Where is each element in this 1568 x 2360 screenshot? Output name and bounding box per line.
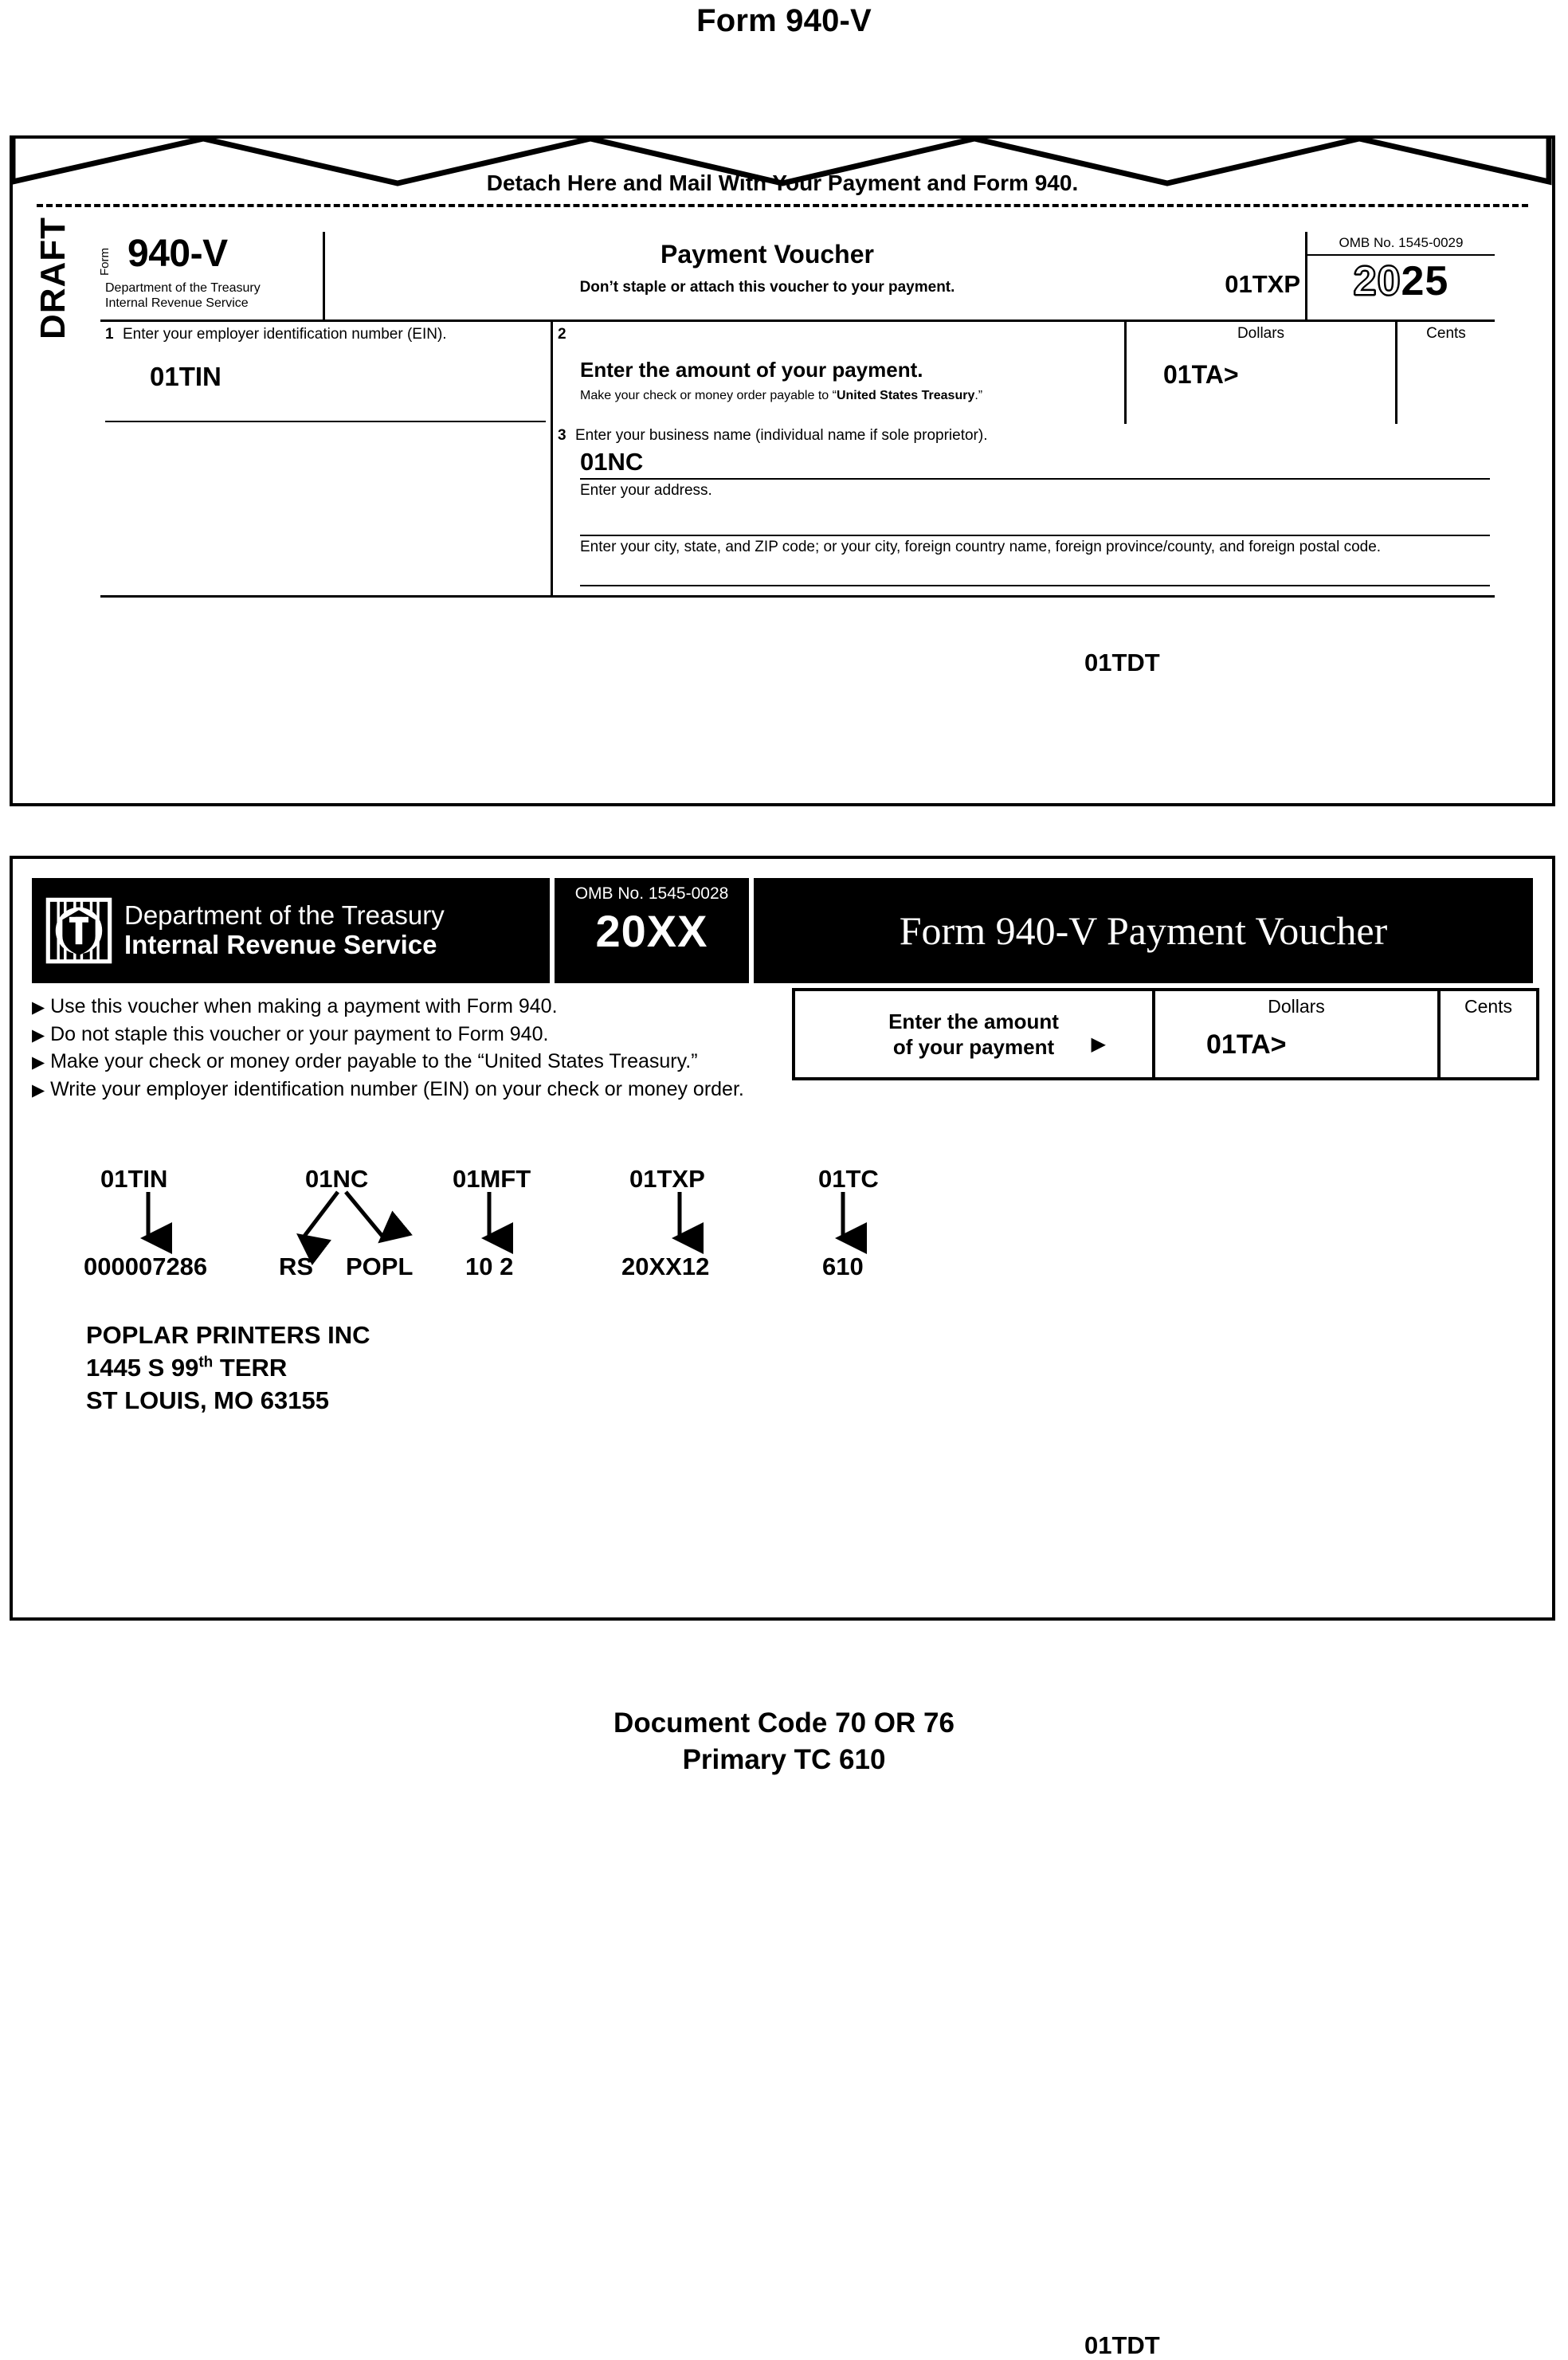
detach-instruction: Detach Here and Mail With Your Payment and Form 940. [486, 171, 1079, 195]
bottom-year: 20XX [595, 906, 708, 956]
code-arrows [0, 1187, 1568, 1267]
cents-column[interactable] [1397, 322, 1495, 424]
payer-street-suffix: TERR [213, 1354, 288, 1382]
tax-year-prefix: 20 [1353, 258, 1401, 304]
draft-watermark: DRAFT [33, 216, 73, 340]
voucher-header-row [100, 232, 1495, 320]
box-2-title: Enter the amount of your payment. [580, 358, 923, 382]
detach-dashed-line [37, 204, 1528, 207]
payer-business-name: POPLAR PRINTERS INC [86, 1321, 370, 1349]
voucher-title: Payment Voucher [661, 240, 874, 269]
code-value-mft: 10 2 [465, 1253, 514, 1280]
box-3-number: 3 [558, 427, 566, 444]
ein-underline [105, 421, 546, 422]
voucher-box [100, 232, 1495, 758]
dollars-header: Dollars [1237, 325, 1285, 342]
voucher-row-3 [100, 424, 1495, 598]
code-value-tin: 000007286 [84, 1253, 208, 1280]
form-number: 940-V [127, 233, 228, 275]
triangle-bullet-icon: ▶ [32, 1025, 45, 1045]
bullet-text: Use this voucher when making a payment with Form 940. [50, 995, 558, 1017]
business-name-value: 01NC [580, 448, 644, 476]
irs-line-2: Internal Revenue Service [124, 930, 437, 959]
bullet-text: Make your check or money order payable to the “United States Treasury.” [50, 1050, 698, 1072]
instruction-list [32, 993, 797, 1103]
bottom-dollars-column[interactable] [1155, 991, 1441, 1077]
department-line-1: Department of the Treasury [105, 281, 261, 295]
tax-year [1307, 256, 1495, 305]
address-label: Enter your address. [580, 482, 712, 499]
payer-street-ordinal: th [198, 1354, 214, 1371]
voucher-subtitle: Don’t staple or attach this voucher to your payment. [579, 279, 955, 296]
footer [0, 1705, 1568, 1778]
payer-city-state-zip: ST LOUIS, MO 63155 [86, 1386, 329, 1415]
bottom-omb-number: OMB No. 1545-0028 [574, 884, 729, 903]
dollars-column[interactable] [1127, 322, 1397, 424]
payable-suffix: .” [974, 389, 983, 402]
box-3-label: Enter your business name (individual name if sole proprietor). [575, 427, 988, 444]
payer-street [86, 1351, 370, 1384]
code-value-txp: 20XX12 [621, 1253, 710, 1280]
code-label-mft: 01MFT [453, 1165, 531, 1193]
list-item [32, 1076, 797, 1104]
bottom-header-bar [32, 878, 1533, 983]
box-2-number: 2 [558, 326, 566, 343]
code-label-nc: 01NC [305, 1165, 369, 1193]
footer-line-1: Document Code 70 OR 76 [613, 1707, 955, 1739]
irs-seal-icon [45, 896, 113, 965]
bottom-dollars-header: Dollars [1268, 996, 1325, 1017]
box-3-label-wrap [558, 427, 1490, 445]
bottom-amount-value: 01TA> [1206, 1029, 1287, 1060]
tdt-code-bottom: 01TDT [1084, 2331, 1160, 2359]
omb-year-cell [1305, 232, 1495, 320]
business-address-cell[interactable] [553, 424, 1495, 598]
bottom-amount-label [888, 1009, 1059, 1060]
business-name-rule [580, 478, 1490, 480]
left-blank-cell [100, 424, 553, 598]
tdt-code-top: 01TDT [1084, 649, 1160, 676]
triangle-bullet-icon: ▶ [32, 1080, 45, 1100]
top-voucher-panel [10, 135, 1555, 806]
voucher-row-2 [100, 320, 1495, 424]
bottom-amount-label-cell [795, 991, 1155, 1077]
bottom-year-block [555, 878, 749, 983]
txp-code: 01TXP [1225, 270, 1300, 298]
right-arrow-icon: ▶ [1091, 1033, 1106, 1055]
amount-value: 01TA> [1163, 360, 1239, 389]
page-title: Form 940-V [696, 3, 872, 38]
code-value-nc-left: RS [279, 1253, 314, 1280]
department-lines [105, 281, 261, 312]
irs-line-1: Department of the Treasury [124, 900, 445, 931]
code-value-tc: 610 [822, 1253, 864, 1280]
payment-amount-cell[interactable] [553, 322, 1127, 424]
omb-number: OMB No. 1545-0029 [1307, 232, 1495, 256]
box-1-label: Enter your employer identification number (EIN). [123, 326, 447, 343]
address-rule [580, 535, 1490, 536]
payer-address-block [86, 1319, 370, 1417]
city-state-zip-label: Enter your city, state, and ZIP code; or your city, foreign country name, foreign province/county, and foreign postal code. [580, 539, 1382, 555]
voucher-title-cell [325, 232, 1305, 320]
box-2-subtitle [580, 389, 1119, 403]
cents-header: Cents [1426, 325, 1466, 342]
form-word: Form [98, 248, 112, 276]
code-label-tc: 01TC [818, 1165, 879, 1193]
department-line-2: Internal Revenue Service [105, 296, 249, 310]
list-item [32, 993, 797, 1021]
payable-payee: United States Treasury [836, 389, 975, 402]
tax-year-suffix: 25 [1401, 258, 1449, 304]
ein-field-cell[interactable] [100, 322, 553, 424]
footer-line-2: Primary TC 610 [682, 1744, 886, 1776]
bottom-voucher-title: Form 940-V Payment Voucher [754, 878, 1533, 983]
box-1-number: 1 [105, 326, 114, 343]
bullet-text: Write your employer identification number (EIN) on your check or money order. [50, 1077, 744, 1100]
code-value-nc-right: POPL [346, 1253, 414, 1280]
bottom-amount-label-line-1: Enter the amount [888, 1009, 1059, 1033]
list-item [32, 1021, 797, 1049]
payable-prefix: Make your check or money order payable to “ [580, 389, 837, 402]
bottom-cents-column[interactable] [1441, 991, 1536, 1077]
triangle-bullet-icon: ▶ [32, 998, 45, 1017]
bottom-cents-header: Cents [1464, 996, 1513, 1017]
list-item [32, 1048, 797, 1076]
code-label-tin: 01TIN [100, 1165, 168, 1193]
ein-value: 01TIN [150, 362, 221, 391]
irs-text [124, 901, 445, 960]
bullet-text: Do not staple this voucher or your payment to Form 940. [50, 1022, 549, 1045]
code-label-txp: 01TXP [629, 1165, 705, 1193]
payer-street-prefix: 1445 S 99 [86, 1354, 199, 1382]
city-rule [580, 585, 1490, 586]
irs-identity-block [32, 878, 550, 983]
triangle-bullet-icon: ▶ [32, 1053, 45, 1072]
bottom-amount-label-line-2: of your payment [892, 1035, 1055, 1059]
bottom-amount-box[interactable] [792, 988, 1539, 1080]
form-identity-cell [100, 232, 325, 320]
